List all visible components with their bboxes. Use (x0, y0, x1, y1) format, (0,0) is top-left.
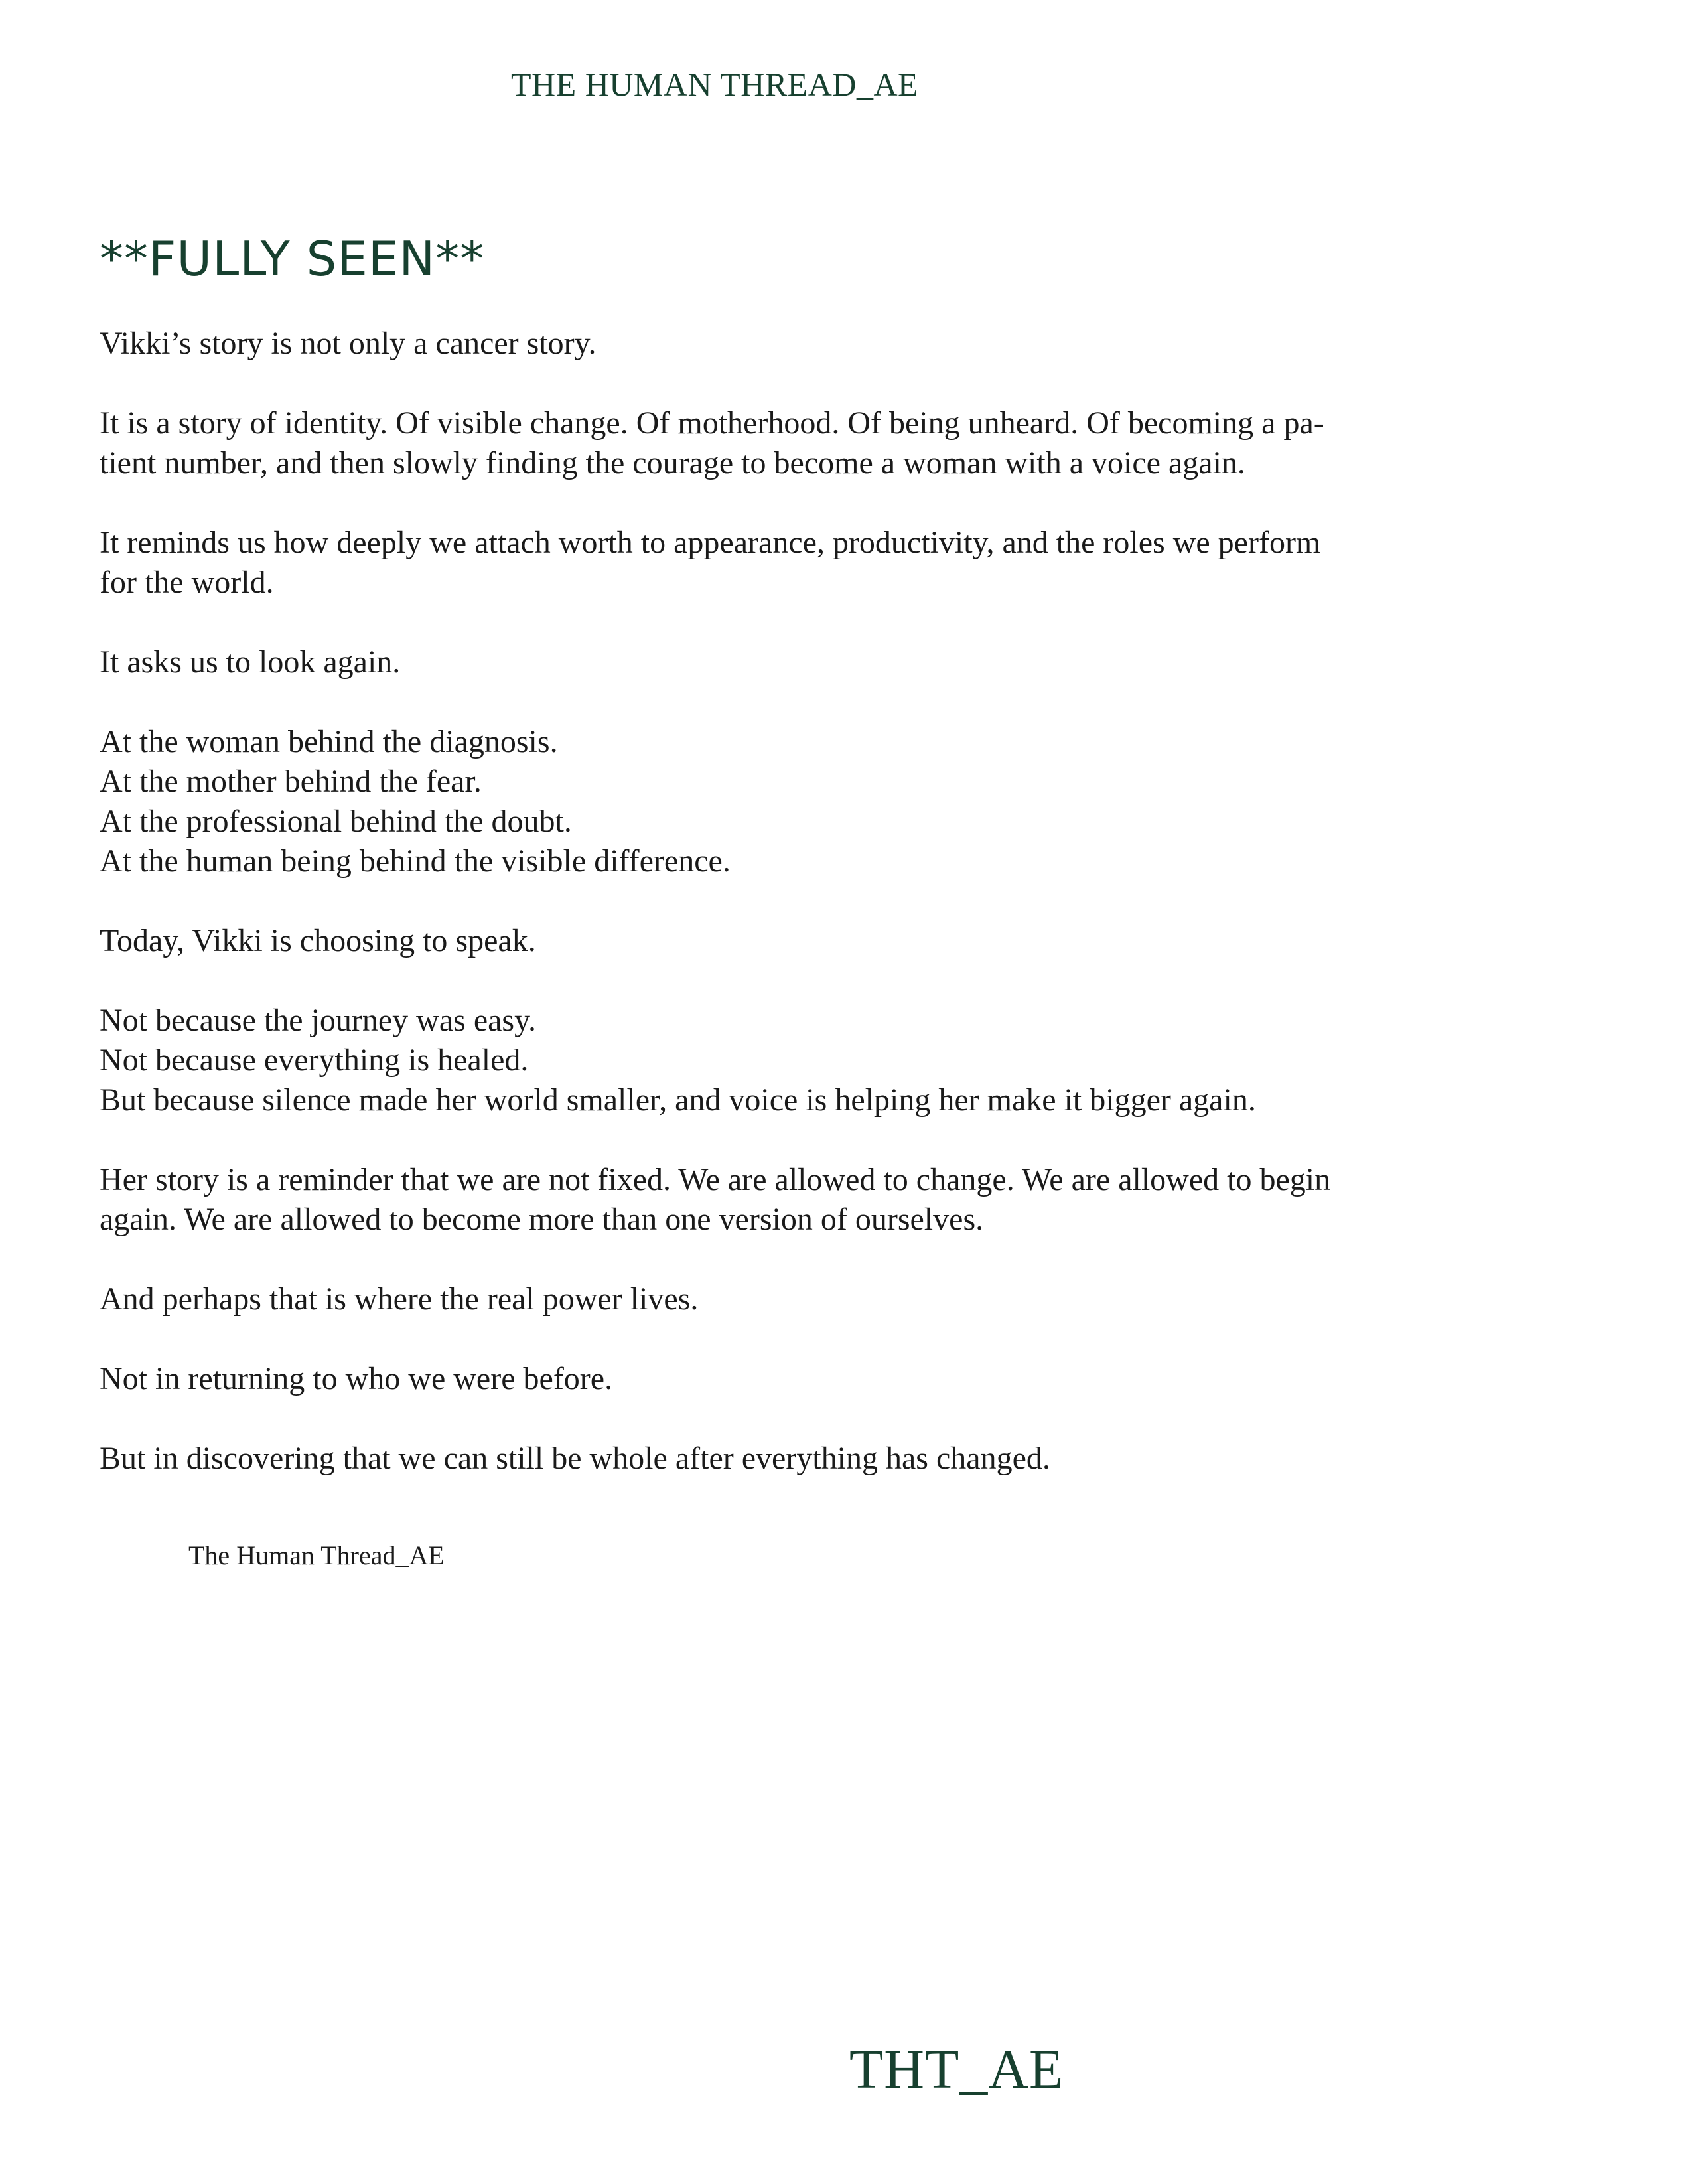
running-header: THE HUMAN THREAD_AE (511, 66, 919, 103)
paragraph (100, 1359, 1387, 1399)
text-line: Not because the journey was easy. (100, 1003, 536, 1038)
text-line: At the human being behind the visible difference. (100, 843, 731, 879)
text-line: But because silence made her world smaller, and voice is helping her make it bigger again. (100, 1082, 1256, 1118)
paragraph (100, 642, 1387, 682)
text-line: It is a story of identity. Of visible change. Of motherhood. Of being unheard. Of becoming a pa- (100, 405, 1324, 441)
paragraph (100, 1279, 1387, 1319)
text-line: Not in returning to who we were before. (100, 1361, 613, 1396)
text-line: tient number, and then slowly finding the courage to become a woman with a voice again. (100, 445, 1245, 480)
text-line: And perhaps that is where the real power lives. (100, 1281, 699, 1317)
text-line: Not because everything is healed. (100, 1043, 529, 1078)
paragraph (100, 523, 1387, 603)
text-line: It reminds us how deeply we attach worth to appearance, productivity, and the roles we perform (100, 525, 1321, 560)
text-line: It asks us to look again. (100, 644, 401, 680)
page-title: **FULLY SEEN** (100, 231, 485, 287)
paragraph (100, 722, 1387, 881)
text-line: Her story is a reminder that we are not fixed. We are allowed to change. We are allowed to begin (100, 1162, 1331, 1197)
paragraph (100, 921, 1387, 961)
paragraph (100, 1439, 1387, 1479)
text-line: At the professional behind the doubt. (100, 804, 572, 839)
paragraph (100, 1001, 1387, 1120)
paragraph (100, 403, 1387, 483)
text-line: again. We are allowed to become more than one version of ourselves. (100, 1202, 984, 1237)
paragraph (100, 324, 1387, 364)
text-line: At the mother behind the fear. (100, 764, 482, 799)
signature: The Human Thread_AE (188, 1540, 445, 1570)
text-line: Vikki’s story is not only a cancer story. (100, 326, 597, 361)
paragraph (100, 1160, 1387, 1240)
article-body (100, 324, 1387, 1518)
text-line: At the woman behind the diagnosis. (100, 724, 558, 759)
text-line: But in discovering that we can still be whole after everything has changed. (100, 1441, 1050, 1476)
text-line: for the world. (100, 565, 274, 600)
footer-logo: THT_AE (849, 2039, 1064, 2100)
text-line: Today, Vikki is choosing to speak. (100, 923, 536, 958)
